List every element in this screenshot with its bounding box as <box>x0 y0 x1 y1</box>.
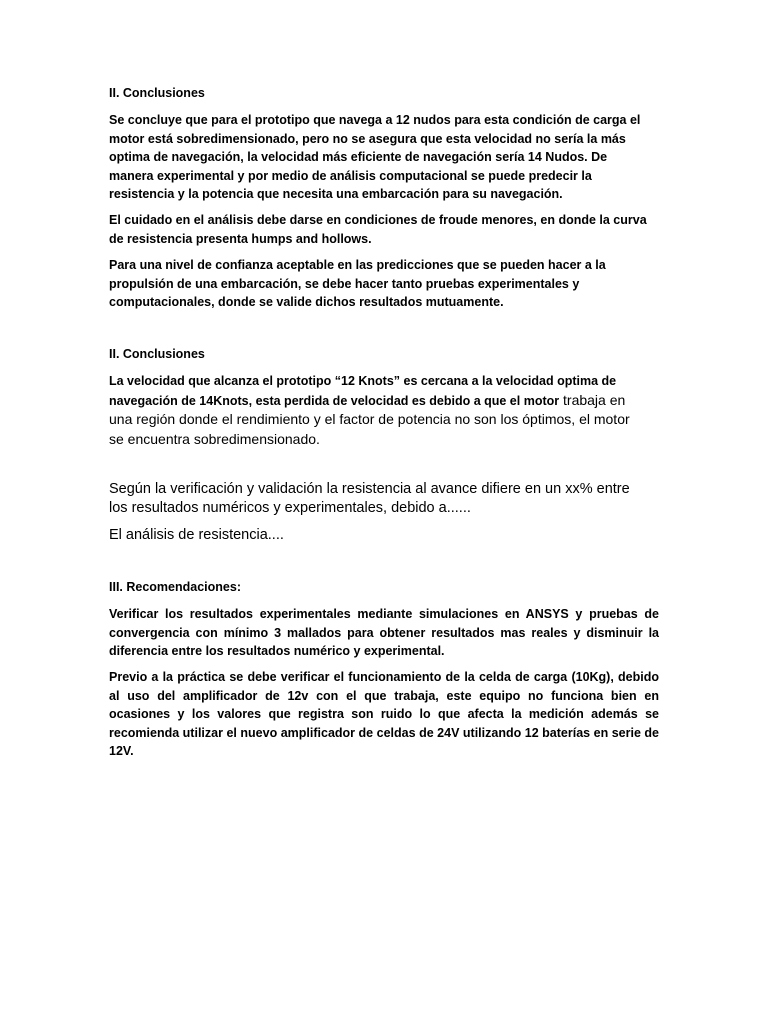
section1-paragraph-2: El cuidado en el análisis debe darse en condiciones de froude menores, en donde la curva de resistencia presenta humps and hollows. <box>109 213 647 246</box>
section1-paragraph-1: Se concluye que para el prototipo que navega a 12 nudos para esta condición de carga el motor está sobredimensionado, pero no se asegura que esta velocidad no sería la más optima de navegación, la velocidad más eficiente de navegación sería 14 Nudos. De manera experimental y por medio de análisis computacional se puede predecir la resistencia y la potencia que necesita una embarcación para su navegación. <box>109 113 641 201</box>
section1-heading: II. Conclusiones <box>109 86 205 100</box>
section1-paragraph-3: Para una nivel de confianza aceptable en las predicciones que se pueden hacer a la propulsión de una embarcación, se debe hacer tanto pruebas experimentales y computacionales, donde se valide dichos resultados mutuamente. <box>109 258 606 309</box>
section3-heading: III. Recomendaciones: <box>109 580 241 594</box>
section2-paragraph-2: Según la verificación y validación la resistencia al avance difiere en un xx% entre los resultados numéricos y experimentales, debido a...... <box>109 481 630 516</box>
section2-heading: II. Conclusiones <box>109 347 205 361</box>
section2-paragraph-1-bold: La velocidad que alcanza el prototipo “12 Knots” es cercana a la velocidad optima de navegación de 14Knots, esta perdida de velocidad es debido a que el motor <box>109 374 617 408</box>
section2-paragraph-1-light: trabaja en una región donde el rendimiento y el factor de potencia no son los óptimos, el motor se encuentra sobredimensionado. <box>109 391 630 447</box>
section2-paragraph-1 <box>109 372 631 449</box>
section3-paragraph-2: Previo a la práctica se debe verificar el funcionamiento de la celda de carga (10Kg), debido al uso del amplificador de 12v con el que trabaja, este equipo no funciona bien en ocasiones y los valores que registra son ruido lo que afecta la medición además se recomienda utilizar el nuevo amplificador de celdas de 24V utilizando 12 baterías en serie de 12V. <box>109 670 659 758</box>
section3-paragraph-1: Verificar los resultados experimentales mediante simulaciones en ANSYS y pruebas de convergencia con mínimo 3 mallados para obtener resultados mas reales y disminuir la diferencia entre los resultados numérico y experimental. <box>109 607 659 658</box>
section2-paragraph-3: El análisis de resistencia.... <box>109 527 284 543</box>
